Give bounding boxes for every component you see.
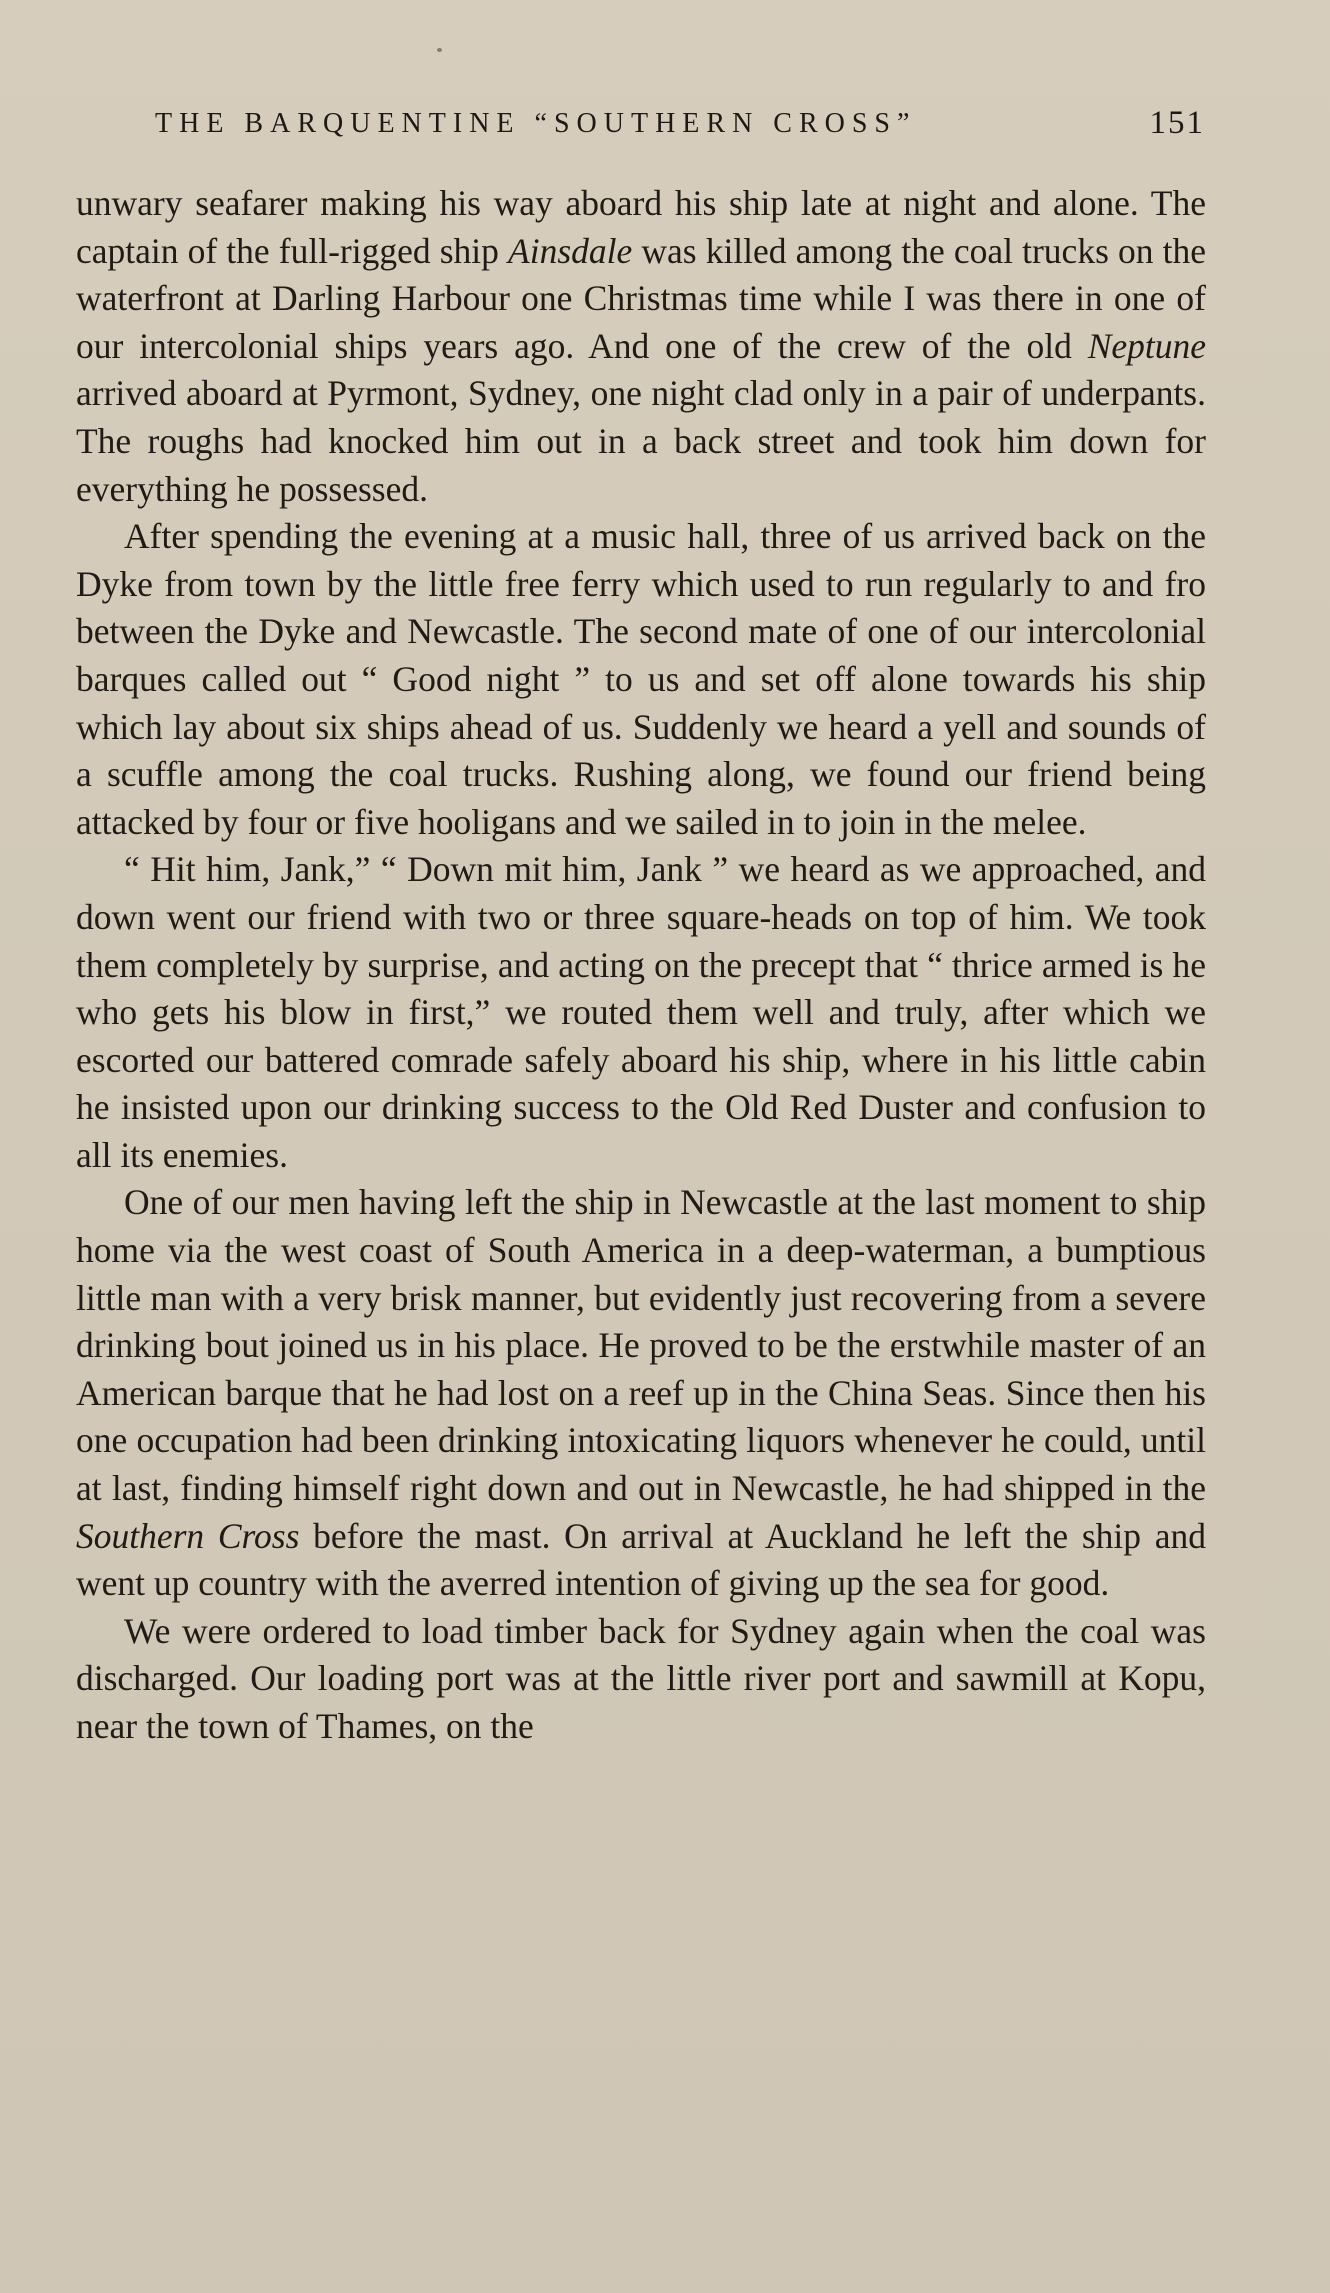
paragraph-text: arrived aboard at Pyrmont, Sydney, one night clad only in a pair of underpants. The roughs had knocked him out in a back street and took him down for everything he possessed. <box>76 373 1206 509</box>
page-number: 151 <box>1149 105 1205 141</box>
paragraph <box>76 1179 1206 1607</box>
paragraph-text: unwary seafarer making his way aboard his ship late at night and alone. The captain of the full-rigged ship <box>76 183 1206 271</box>
italic-ship-name: Southern Cross <box>76 1515 300 1556</box>
paragraph-text: After spending the evening at a music hall, three of us arrived back on the Dyke from town by the little free ferry which used to run regularly to and fro between the Dyke and Newcastle. The second mate of one of our intercolonial barques called out “ Good night ” to us and set off alone towards his ship which lay about six ships ahead of us. Suddenly we heard a yell and sounds of a scuffle among the coal trucks. Rushing along, we found our friend being attacked by four or five hooligans and we sailed in to join in the melee. <box>76 516 1206 842</box>
paragraph <box>76 180 1206 513</box>
running-title: THE BARQUENTINE “SOUTHERN CROSS” <box>155 108 917 139</box>
paragraph <box>76 1608 1206 1751</box>
paragraph <box>76 846 1206 1179</box>
paragraph-text: One of our men having left the ship in Newcastle at the last moment to ship home via the west coast of South America in a deep-waterman, a bumptious little man with a very brisk manner, but evidently just recovering from a severe drinking bout joined us in his place. He proved to be the erstwhile master of an American barque that he had lost on a reef up in the China Seas. Since then his one occupation had been drinking intoxicating liquors whenever he could, until at last, finding himself right down and out in Newcastle, he had shipped in the <box>76 1182 1206 1509</box>
paragraph-text: “ Hit him, Jank,” “ Down mit him, Jank ” we heard as we approached, and down went our friend with two or three square-heads on top of him. We took them completely by surprise, and acting on the precept that “ thrice armed is he who gets his blow in first,” we routed them well and truly, after which we escorted our battered comrade safely aboard his ship, where in his little cabin he insisted upon our drinking success to the Old Red Duster and confusion to all its enemies. <box>76 849 1206 1175</box>
paragraph-text: We were ordered to load timber back for Sydney again when the coal was discharged. Our loading port was at the little river port and sawmill at Kopu, near the town of Thames, on the <box>76 1610 1206 1746</box>
paragraph <box>76 513 1206 846</box>
paragraph-text: before the mast. On arrival at Auckland he left the ship and went up country with the averred intention of giving up the sea for good. <box>76 1515 1206 1604</box>
running-header <box>155 105 1205 152</box>
italic-ship-name: Neptune <box>1087 325 1206 366</box>
paragraph-text: was killed among the coal trucks on the waterfront at Darling Harbour one Christmas time while I was there in one of our intercolonial ships years ago. And one of the crew of the old <box>76 230 1206 366</box>
body-text <box>76 180 1206 1751</box>
paper-speck <box>437 48 442 52</box>
italic-ship-name: Ainsdale <box>508 230 633 271</box>
